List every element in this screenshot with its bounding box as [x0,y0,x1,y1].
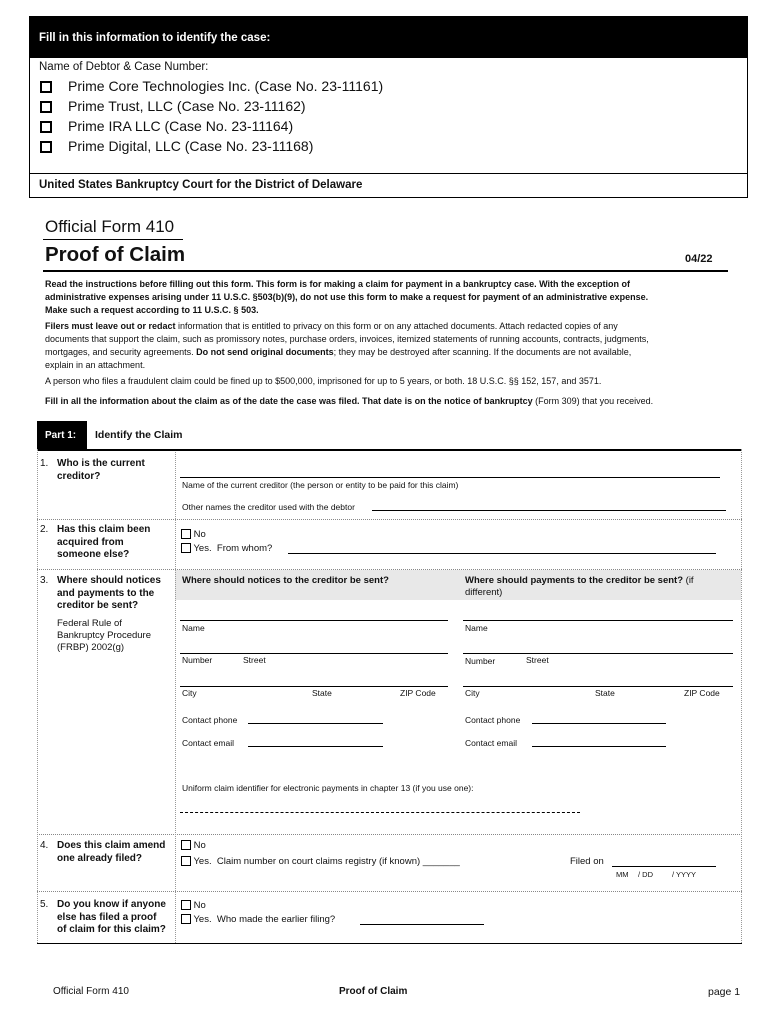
question-label: Who is the current creditor? [57,458,145,482]
field-caption: Name [182,623,205,633]
column-divider [37,449,38,943]
question-number: 1. [40,458,49,469]
filed-on-field[interactable] [612,866,716,867]
earlier-filing-field[interactable] [360,924,484,925]
option-no[interactable]: No [181,900,206,911]
checkbox[interactable] [40,81,52,93]
field-caption: Number [465,656,496,666]
field-label: Contact email [182,738,234,748]
case-option[interactable]: Prime Digital, LLC (Case No. 23-11168) [40,138,313,154]
question-label: Do you know if anyone else has filed a proof of claim for this claim? [57,899,166,935]
field-caption: ZIP Code [684,688,720,698]
field-label: Contact phone [465,715,521,725]
payment-phone-field[interactable] [532,723,666,724]
divider [37,519,742,520]
notice-email-field[interactable] [248,746,383,747]
case-info-header [29,16,748,58]
question-number: 2. [40,524,49,535]
checkbox[interactable] [40,141,52,153]
part-rule [37,449,742,451]
checkbox[interactable] [181,543,191,553]
other-names-field[interactable] [372,510,726,511]
section-rule [37,943,742,944]
field-caption: ZIP Code [400,688,436,698]
case-option[interactable]: Prime IRA LLC (Case No. 23-11164) [40,118,293,134]
filed-on-label: Filed on [570,856,604,867]
column-divider [741,449,742,943]
question-label: Where should notices and payments to the creditor be sent? [57,575,161,611]
payment-name-field[interactable] [463,620,733,621]
field-label: Contact email [465,738,517,748]
case-option[interactable]: Prime Core Technologies Inc. (Case No. 23-11161) [40,78,383,94]
checkbox[interactable] [181,914,191,924]
option-yes[interactable]: Yes. Who made the earlier filing? [181,914,335,925]
part-title: Identify the Claim [95,429,183,441]
footer-form-name: Official Form 410 [53,986,129,997]
payments-heading: Where should payments to the creditor be sent? (if different) [465,575,694,598]
field-caption: Name of the current creditor (the person or entity to be paid for this claim) [182,480,459,490]
checkbox[interactable] [181,529,191,539]
official-form-label: Official Form 410 [45,217,175,236]
checkbox[interactable] [181,856,191,866]
frbp-note: Federal Rule of Bankruptcy Procedure (FRBP) 2002(g) [57,618,151,653]
instructions-intro: Read the instructions before filling out this form. This form is for making a claim for payment in a bankruptcy case. With the exception of administrative expenses arising under 11 U.S.C. §503(b)(9), do not use this form to make a request for payment of an administrative expense. Make such a request according to 11 U.S.C. § 503. [45,279,649,315]
payment-email-field[interactable] [532,746,666,747]
court-name: United States Bankruptcy Court for the District of Delaware [39,179,363,191]
uci-field[interactable] [180,812,580,813]
date-caption-mm: MM [616,870,629,879]
field-caption: Number [182,655,213,665]
field-caption: Street [243,655,266,665]
page-number: page 1 [708,986,741,998]
claim-number-field[interactable]: _______ [422,856,460,867]
field-label: Other names the creditor used with the debtor [182,502,355,512]
divider [37,891,742,892]
question-number: 5. [40,899,49,910]
date-caption-dd: / DD [638,870,653,879]
notice-name-field[interactable] [180,620,448,621]
question-label: Does this claim amend one already filed? [57,840,166,864]
field-caption: State [595,688,615,698]
form-version: 04/22 [685,253,713,265]
divider [37,834,742,835]
payment-city-field[interactable] [463,686,733,687]
field-caption: State [312,688,332,698]
fill-instruction: Fill in all the information about the claim as of the date the case was filed. That date is on the notice of bankruptcy (Form 309) that you received. [45,396,654,406]
creditor-name-field[interactable] [180,477,720,478]
case-info-title: Fill in this information to identify the case: [39,32,271,44]
checkbox[interactable] [40,101,52,113]
privacy-instructions: Filers must leave out or redact information that is entitled to privacy on this form or on any attached documents. Attach redacted copies of any documents that support the claim, such as promissory notes, purchase orders, invoices, itemized statements of running accounts, contracts, judgments, mortgages, and security agreements. Do not send original documents; they may be destroyed after scanning. If the documents are not available, explain in an attachment. [45,321,649,370]
option-yes[interactable]: Yes. Claim number on court claims registry (if known) _______ [181,856,460,867]
footer-title: Proof of Claim [339,986,408,997]
from-whom-field[interactable] [288,553,716,554]
title-rule [43,270,728,272]
checkbox[interactable] [40,121,52,133]
option-yes[interactable]: Yes. From whom? [181,543,272,554]
question-number: 3. [40,575,49,586]
payment-street-field[interactable] [463,653,733,654]
field-caption: Name [465,623,488,633]
page-title: Proof of Claim [45,243,186,266]
option-no[interactable]: No [181,840,206,851]
fraud-warning: A person who files a fraudulent claim could be fined up to $500,000, imprisoned for up to 5 years, or both. 18 U.S.C. §§ 152, 157, and 3571. [45,376,602,386]
field-caption: City [465,688,480,698]
debtor-box [29,58,748,174]
notice-phone-field[interactable] [248,723,383,724]
checkbox[interactable] [181,840,191,850]
question-number: 4. [40,840,49,851]
checkbox[interactable] [181,900,191,910]
debtor-label: Name of Debtor & Case Number: [39,61,209,73]
notice-city-field[interactable] [180,686,448,687]
field-label: Contact phone [182,715,238,725]
field-caption: Street [526,655,549,665]
case-option[interactable]: Prime Trust, LLC (Case No. 23-11162) [40,98,306,114]
question-label: Has this claim been acquired from someone else? [57,524,151,560]
notice-street-field[interactable] [180,653,448,654]
notices-heading: Where should notices to the creditor be sent? [182,575,389,586]
field-caption: City [182,688,197,698]
divider [43,239,183,240]
part-badge: Part 1: [37,421,87,450]
column-divider [175,452,176,943]
uci-label: Uniform claim identifier for electronic payments in chapter 13 (if you use one): [182,783,474,793]
option-no[interactable]: No [181,529,206,540]
date-caption-yyyy: / YYYY [672,870,697,879]
court-box [29,174,748,198]
